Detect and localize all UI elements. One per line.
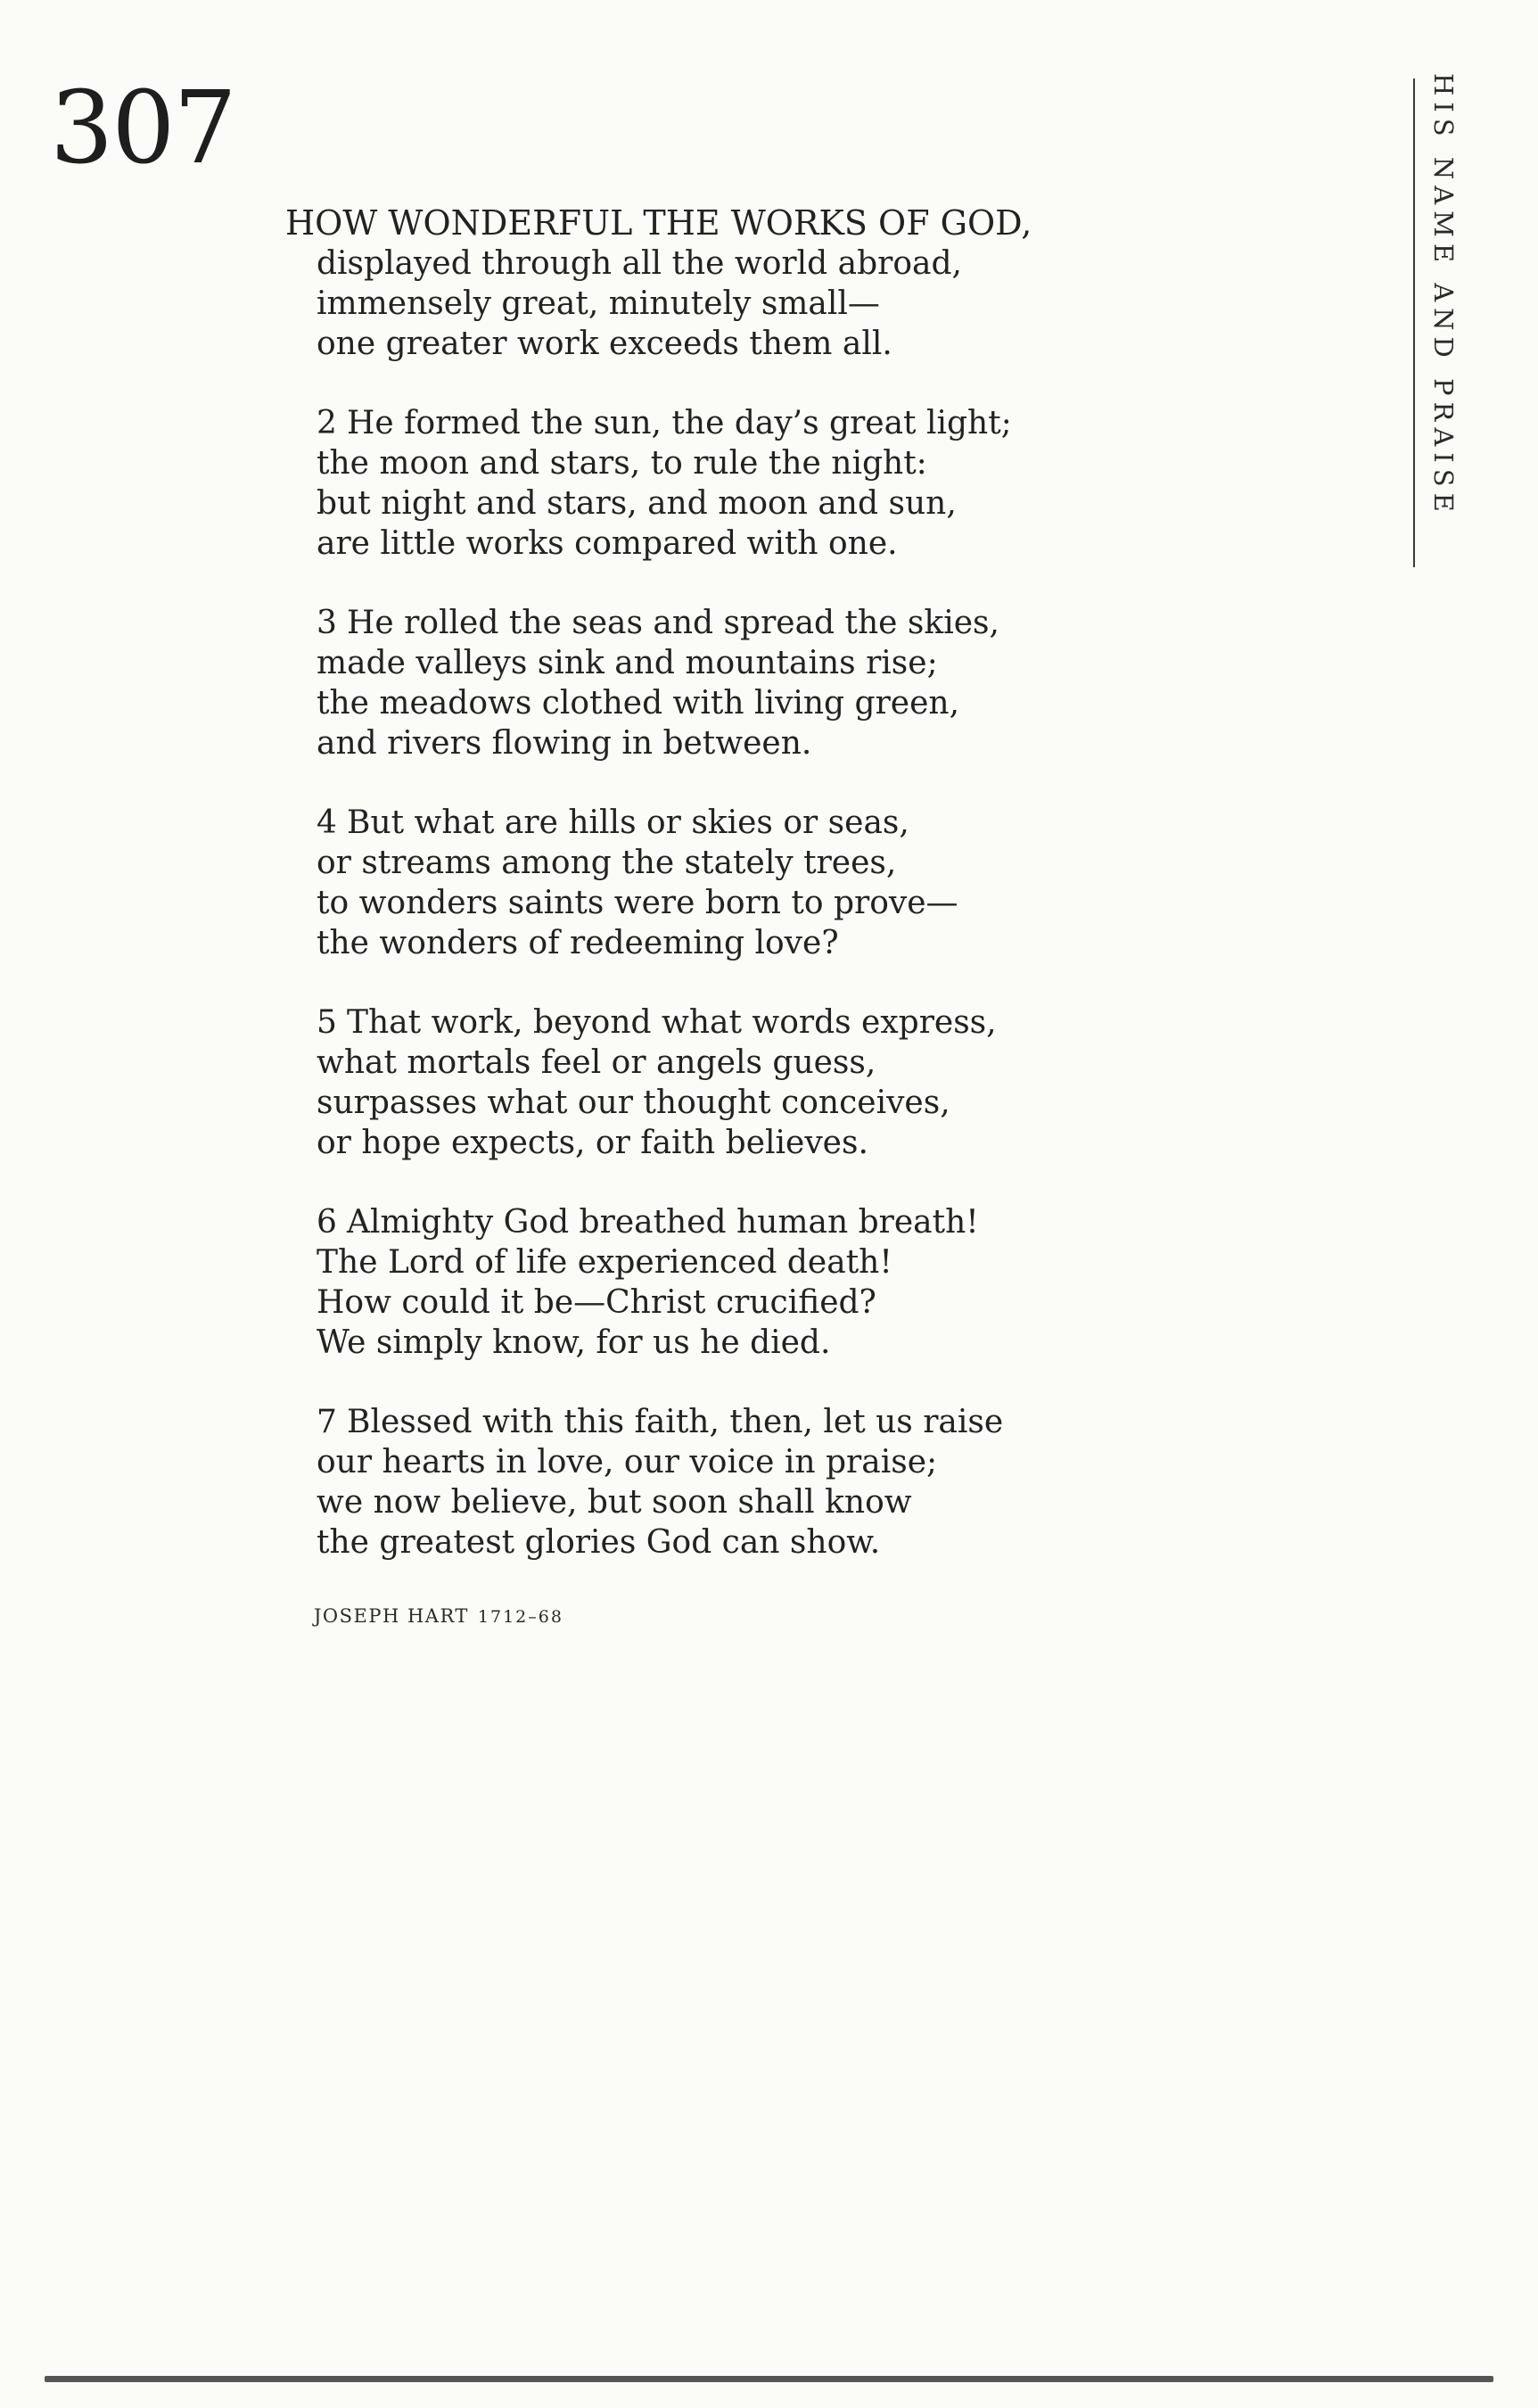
verse-number: 6 bbox=[317, 1204, 337, 1241]
verse-line: but night and stars, and moon and sun, bbox=[317, 485, 957, 522]
verse-line: immensely great, minutely small— bbox=[317, 285, 880, 322]
verse-line: one greater work exceeds them all. bbox=[317, 326, 892, 362]
verse-line: our hearts in love, our voice in praise; bbox=[317, 1444, 938, 1480]
author-dates: 1712–68 bbox=[477, 1607, 563, 1627]
verse-7 bbox=[317, 1402, 1342, 1563]
verse-number: 3 bbox=[317, 605, 337, 641]
section-title: HIS NAME AND PRAISE bbox=[1428, 73, 1459, 518]
verse-line: the wonders of redeeming love? bbox=[317, 925, 839, 961]
verse-line: We simply know, for us he died. bbox=[317, 1324, 831, 1361]
verse-number: 2 bbox=[317, 405, 337, 441]
verse-number: 7 bbox=[317, 1404, 337, 1440]
verse-number: 4 bbox=[317, 804, 337, 841]
verse-line: Almighty God breathed human breath! bbox=[347, 1204, 979, 1241]
verse-line: made valleys sink and mountains rise; bbox=[317, 645, 938, 681]
verse-5 bbox=[317, 1002, 1342, 1163]
verse-line: and rivers flowing in between. bbox=[317, 725, 812, 762]
verse-line: the moon and stars, to rule the night: bbox=[317, 445, 927, 482]
verse-line: the meadows clothed with living green, bbox=[317, 685, 960, 722]
author-name: JOSEPH HART bbox=[314, 1605, 469, 1627]
verse-line: He formed the sun, the day’s great light; bbox=[347, 405, 1012, 441]
verse-line: or streams among the stately trees, bbox=[317, 845, 897, 881]
verse-line: That work, beyond what words express, bbox=[347, 1004, 997, 1041]
verse-line: the greatest glories God can show. bbox=[317, 1524, 881, 1561]
verse-line: or hope expects, or faith believes. bbox=[317, 1125, 868, 1161]
verse-line: to wonders saints were born to prove— bbox=[317, 885, 958, 921]
verse-6 bbox=[317, 1202, 1342, 1363]
verse-line: Blessed with this faith, then, let us raise bbox=[347, 1404, 1004, 1440]
author-credit bbox=[314, 1605, 563, 1627]
verse-line: what mortals feel or angels guess, bbox=[317, 1044, 876, 1081]
verse-line: are little works compared with one. bbox=[317, 525, 898, 562]
verse-line: surpasses what our thought conceives, bbox=[317, 1084, 950, 1121]
verse-2 bbox=[317, 403, 1342, 564]
verse-line: But what are hills or skies or seas, bbox=[347, 804, 909, 841]
hymn-text bbox=[285, 203, 1342, 1602]
verse-line: How could it be—Christ crucified? bbox=[317, 1284, 876, 1321]
section-divider-rule bbox=[1413, 78, 1415, 567]
verse-1 bbox=[285, 203, 1342, 364]
verse-line: He rolled the seas and spread the skies, bbox=[347, 605, 999, 641]
verse-line: displayed through all the world abroad, bbox=[317, 245, 962, 282]
hymn-number: 307 bbox=[50, 70, 235, 186]
page-bottom-edge bbox=[45, 2376, 1493, 2382]
first-line: HOW WONDERFUL THE WORKS OF GOD, bbox=[285, 203, 1032, 243]
verse-line: The Lord of life experienced death! bbox=[317, 1244, 892, 1281]
verse-number: 5 bbox=[317, 1004, 337, 1041]
verse-line: we now believe, but soon shall know bbox=[317, 1484, 912, 1521]
verse-3 bbox=[317, 603, 1342, 763]
verse-4 bbox=[317, 803, 1342, 963]
